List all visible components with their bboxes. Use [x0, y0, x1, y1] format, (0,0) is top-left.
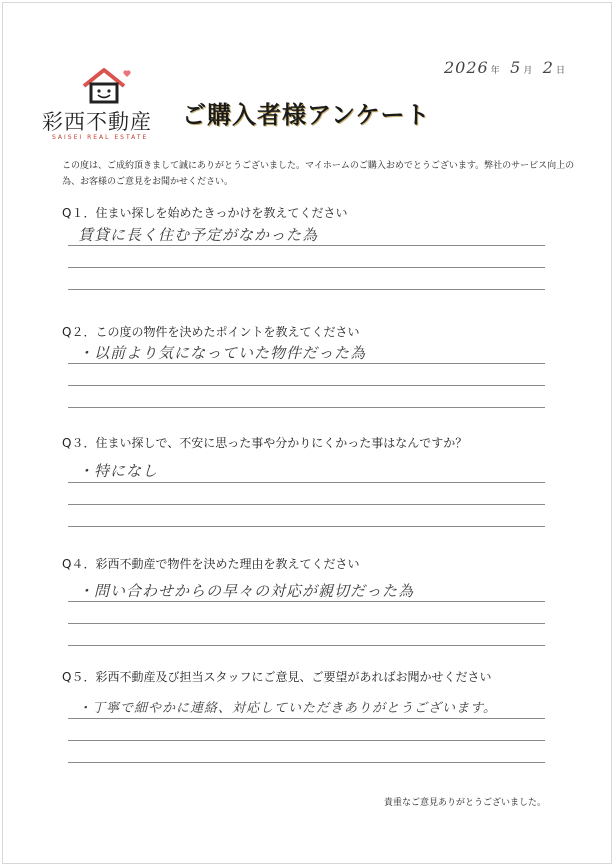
answer-line [68, 363, 545, 364]
answer-3: ・特になし [78, 462, 159, 480]
date-month-unit: 月 [523, 66, 534, 76]
date-day-unit: 日 [555, 66, 566, 76]
house-logo-icon [80, 66, 132, 106]
question-4: Q４．彩西不動産で物件を決めた理由を教えてください [62, 557, 360, 571]
page-title: ご購入者様アンケート [182, 101, 431, 129]
answer-1: 賃貸に長く住む予定がなかった為 [78, 226, 319, 244]
date [444, 58, 570, 77]
logo-subtitle: SAISEI REAL ESTATE [52, 134, 149, 141]
answer-line [68, 407, 545, 408]
date-year: 2026 [443, 58, 489, 77]
date-month: 5 [510, 58, 522, 77]
answer-line [68, 740, 545, 741]
answer-line [68, 385, 545, 386]
intro-text: この度は、ご成約頂きまして誠にありがとうございました。マイホームのご購入おめでとうございます。弊社のサービス向上の為、お客様のご意見をお聞かせください。 [62, 161, 575, 187]
question-5: Q５．彩西不動産及び担当スタッフにご意見、ご要望があればお聞かせください [62, 670, 492, 684]
date-day: 2 [542, 58, 554, 77]
answer-line [68, 245, 545, 246]
answer-line [68, 526, 545, 527]
answer-line [68, 762, 545, 763]
thank-you-note: 貴重なご意見ありがとうございました。 [383, 798, 546, 808]
answer-line [68, 645, 545, 646]
answer-2: ・以前より気になっていた物件だった為 [78, 344, 367, 362]
answer-5: ・丁寧で細やかに連絡、対応していただきありがとうございます。 [78, 701, 497, 716]
answer-line [68, 601, 545, 602]
answer-line [68, 718, 545, 719]
answer-line [68, 623, 545, 624]
answer-line [68, 504, 545, 505]
answer-line [68, 289, 545, 290]
company-logo [42, 66, 170, 146]
question-2: Q２．この度の物件を決めたポイントを教えてください [62, 325, 360, 339]
logo-name: 彩西不動産 [42, 110, 152, 134]
answer-line [68, 267, 545, 268]
question-3: Q３．住まい探しで、不安に思った事や分かりにくかった事はなんですか？ [62, 436, 468, 450]
answer-line [68, 482, 545, 483]
answer-4: ・問い合わせからの早々の対応が親切だった為 [78, 582, 415, 600]
question-1: Q１．住まい探しを始めたきっかけを教えてください [62, 206, 348, 220]
date-year-unit: 年 [490, 66, 501, 76]
